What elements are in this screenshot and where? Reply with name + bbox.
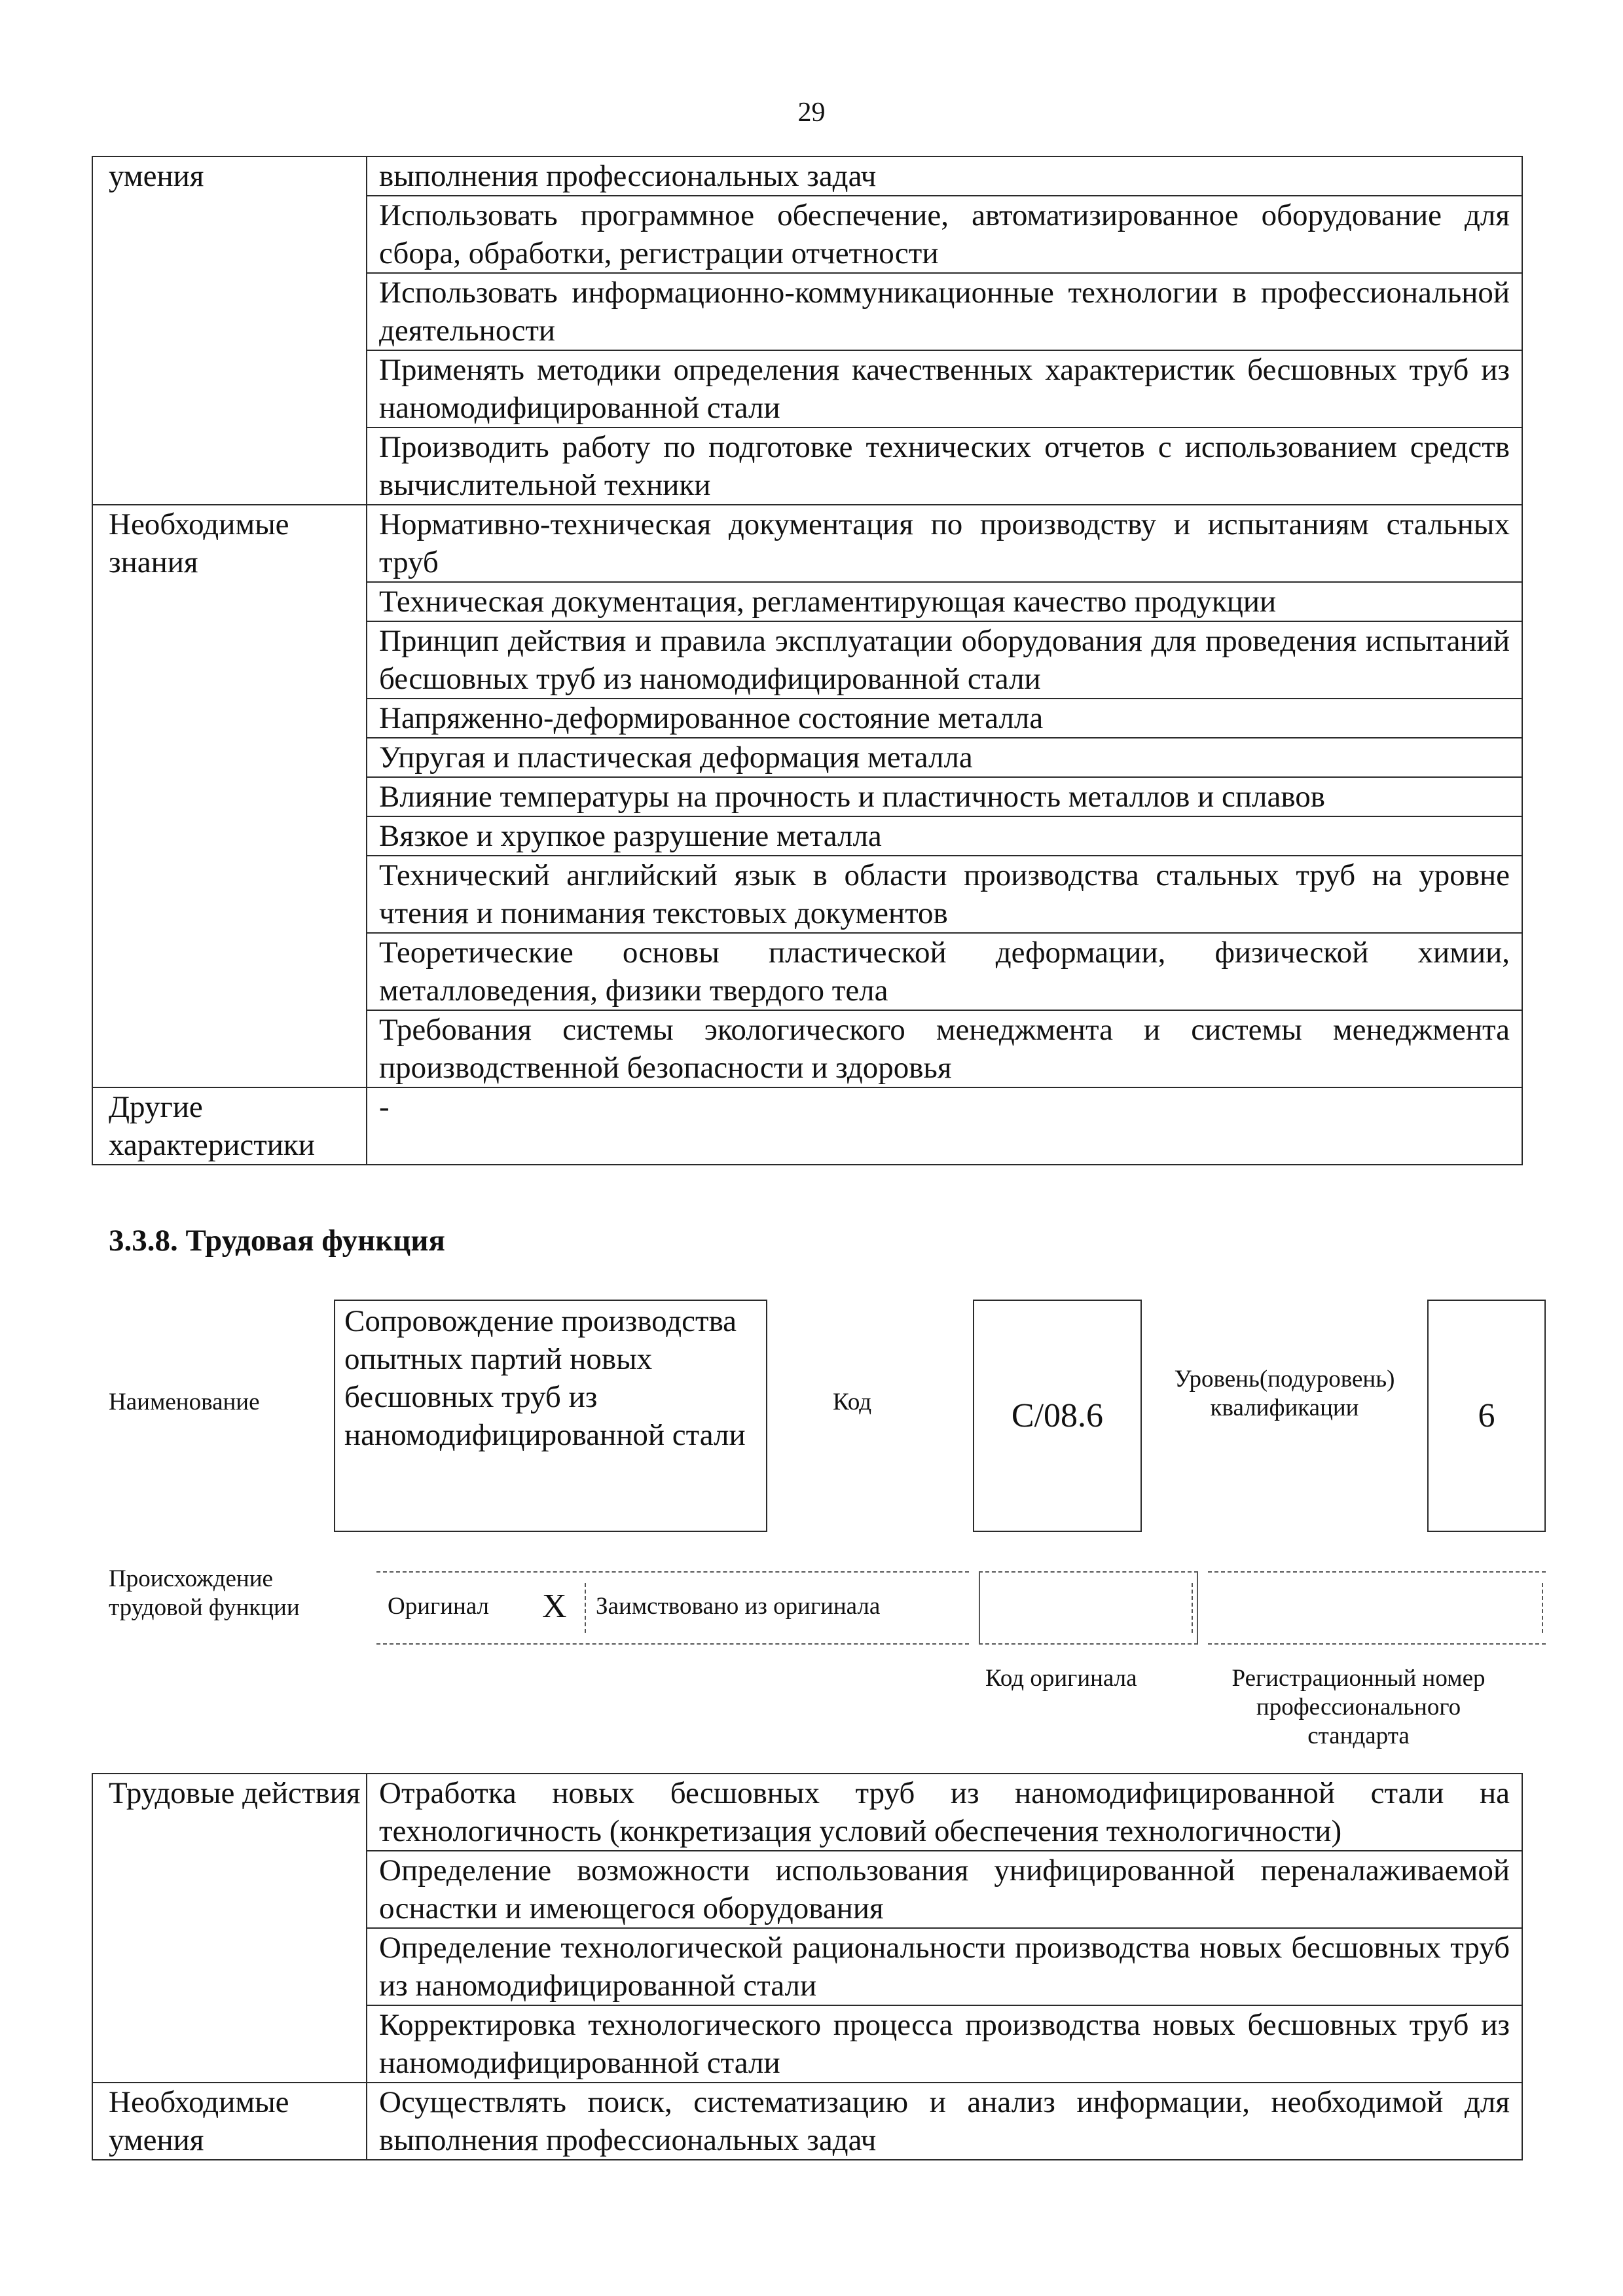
name-label: Наименование (109, 1389, 260, 1415)
level-box (1427, 1300, 1546, 1532)
list-item: Отработка новых бесшовных труб из наномодифицированной стали на технологичность (конкретизация условий обеспечения технологичности) (367, 1774, 1522, 1851)
code-value: C/08.6 (1011, 1397, 1104, 1434)
table-row (92, 156, 1522, 196)
origin-divider (1192, 1583, 1193, 1633)
list-item: Техническая документация, регламентирующая качество продукции (367, 582, 1522, 621)
row-label-actions: Трудовые действия (92, 1774, 367, 2083)
list-item: Определение возможности использования унифицированной переналаживаемой оснастки и имеющегося оборудования (367, 1851, 1522, 1928)
page-number: 29 (797, 98, 826, 128)
row-label-skills-cont: умения (92, 156, 367, 505)
table-row (92, 1087, 1522, 1165)
list-item: Вязкое и хрупкое разрушение металла (367, 816, 1522, 856)
registration-number-box (1208, 1571, 1546, 1645)
table-row (92, 2083, 1522, 2160)
list-item: Требования системы экологического менеджмента и системы менеджмента производственной безопасности и здоровья (367, 1010, 1522, 1087)
list-item: Корректировка технологического процесса производства новых бесшовных труб из наномодифицированной стали (367, 2005, 1522, 2083)
registration-number-label: Регистрационный номер профессионального стандарта (1231, 1665, 1486, 1749)
code-box (973, 1300, 1142, 1532)
list-item: Применять методики определения качественных характеристик бесшовных труб из наномодифицированной стали (367, 350, 1522, 428)
list-item: выполнения профессиональных задач (367, 156, 1522, 196)
origin-divider (1542, 1583, 1543, 1633)
top-requirements-table (92, 156, 1523, 1165)
list-item: Технический английский язык в области производства стальных труб на уровне чтения и понимания текстовых документов (367, 856, 1522, 933)
function-name-value: Сопровождение производства опытных партий новых бесшовных труб из наномодифицированной стали (344, 1304, 746, 1452)
list-item: Осуществлять поиск, систематизацию и анализ информации, необходимой для выполнения профессиональных задач (367, 2083, 1522, 2160)
list-item: Принцип действия и правила эксплуатации оборудования для проведения испытаний бесшовных труб из наномодифицированной стали (367, 621, 1522, 699)
list-item: Нормативно-техническая документация по производству и испытаниям стальных труб (367, 505, 1522, 582)
bottom-requirements-table (92, 1773, 1523, 2160)
origin-label: Происхождение трудовой функции (109, 1565, 300, 1621)
row-label-knowledge: Необходимые знания (92, 505, 367, 1087)
list-item: Влияние температуры на прочность и пластичность металлов и сплавов (367, 777, 1522, 816)
row-label-other: Другие характеристики (92, 1087, 367, 1165)
list-item: Использовать программное обеспечение, автоматизированное оборудование для сбора, обработки, регистрации отчетности (367, 196, 1522, 273)
list-item: Теоретические основы пластической деформации, физической химии, металловедения, физики твердого тела (367, 933, 1522, 1010)
level-label: Уровень(подуровень) квалификации (1174, 1366, 1395, 1421)
original-code-label: Код оригинала (985, 1665, 1137, 1692)
borrowed-label: Заимствовано из оригинала (596, 1593, 881, 1620)
list-item: Использовать информационно-коммуникационные технологии в профессиональной деятельности (367, 273, 1522, 350)
function-name-box (334, 1300, 767, 1532)
table-row (92, 505, 1522, 582)
level-value: 6 (1478, 1397, 1495, 1434)
list-item: - (367, 1087, 1522, 1165)
list-item: Упругая и пластическая деформация металла (367, 738, 1522, 777)
original-label: Оригинал (388, 1593, 490, 1620)
original-mark: X (542, 1588, 567, 1625)
section-heading: 3.3.8. Трудовая функция (109, 1224, 445, 1258)
list-item: Производить работу по подготовке технических отчетов с использованием средств вычислительной техники (367, 428, 1522, 505)
table-row (92, 1774, 1522, 1851)
row-label-skills: Необходимые умения (92, 2083, 367, 2160)
list-item: Напряженно-деформированное состояние металла (367, 699, 1522, 738)
list-item: Определение технологической рациональности производства новых бесшовных труб из наномодифицированной стали (367, 1928, 1522, 2005)
origin-divider (585, 1583, 586, 1633)
code-label: Код (833, 1389, 872, 1415)
original-code-box (979, 1571, 1198, 1645)
